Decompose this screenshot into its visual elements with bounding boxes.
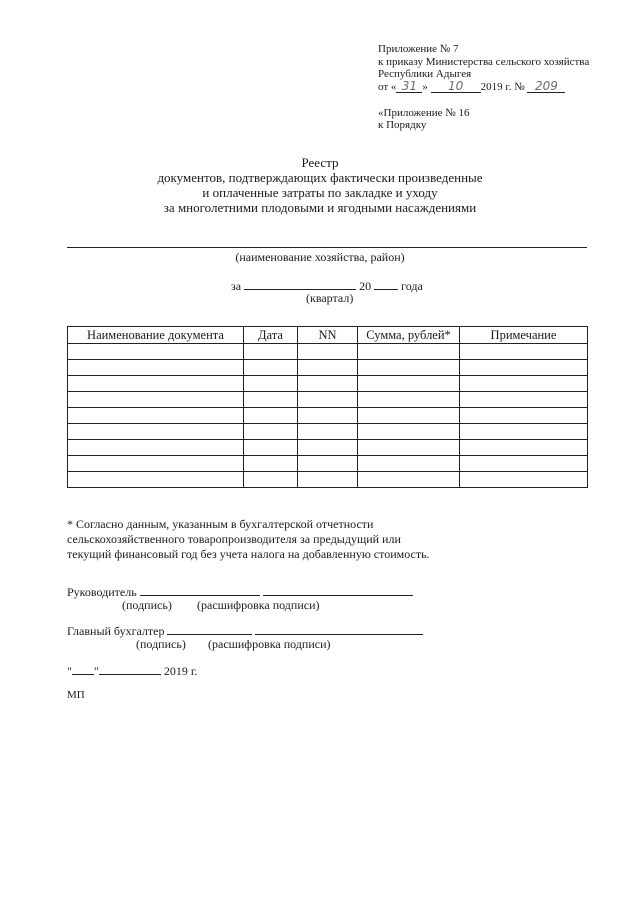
title-line-3: и оплаченные затраты по закладке и уходу bbox=[202, 185, 438, 200]
page-title: Реестр bbox=[301, 155, 339, 170]
table-row bbox=[68, 408, 588, 424]
table-row bbox=[68, 392, 588, 408]
accountant-decode-field bbox=[255, 623, 423, 635]
appendix-16-procedure: к Порядку bbox=[378, 119, 427, 131]
table-cell bbox=[460, 360, 588, 376]
table-row bbox=[68, 376, 588, 392]
table-cell bbox=[68, 424, 244, 440]
table-cell bbox=[68, 392, 244, 408]
table-cell bbox=[358, 424, 460, 440]
table-cell bbox=[358, 440, 460, 456]
table-cell bbox=[460, 344, 588, 360]
table-cell bbox=[358, 376, 460, 392]
column-header-amount: Сумма, рублей* bbox=[358, 327, 460, 344]
head-decode-field bbox=[263, 584, 413, 596]
table-cell bbox=[358, 360, 460, 376]
table-cell bbox=[68, 376, 244, 392]
table-cell bbox=[358, 456, 460, 472]
table-cell bbox=[298, 472, 358, 488]
date-month-field bbox=[99, 663, 161, 675]
table-cell bbox=[298, 344, 358, 360]
footnote-line-1: * Согласно данным, указанным в бухгалтерской отчетности bbox=[67, 517, 374, 531]
table-cell bbox=[358, 408, 460, 424]
date-mid: » bbox=[422, 81, 428, 93]
table-row bbox=[68, 424, 588, 440]
date-year: 2019 г. № bbox=[480, 81, 525, 93]
table-cell bbox=[68, 344, 244, 360]
table-cell bbox=[298, 424, 358, 440]
table-cell bbox=[460, 392, 588, 408]
accountant-label: Главный бухгалтер bbox=[67, 624, 165, 638]
accountant-signature-field bbox=[167, 623, 252, 635]
date-open-quote: " bbox=[67, 664, 72, 678]
table-cell bbox=[244, 344, 298, 360]
signature-date-line bbox=[67, 663, 197, 678]
table-row bbox=[68, 360, 588, 376]
footnote-line-3: текущий финансовый год без учета налога на добавленную стоимость. bbox=[67, 547, 430, 561]
column-header-number: NN bbox=[298, 327, 358, 344]
table-cell bbox=[358, 472, 460, 488]
year-field bbox=[374, 278, 398, 290]
farm-name-line bbox=[67, 247, 587, 248]
table-cell bbox=[68, 360, 244, 376]
head-label: Руководитель bbox=[67, 585, 137, 599]
period-mid: 20 bbox=[359, 279, 372, 293]
table-cell bbox=[244, 472, 298, 488]
table-cell bbox=[244, 456, 298, 472]
table-cell bbox=[460, 376, 588, 392]
order-reference: к приказу Министерства сельского хозяйства bbox=[378, 56, 590, 68]
table-cell bbox=[460, 456, 588, 472]
stamp-place: МП bbox=[67, 689, 85, 701]
table-cell bbox=[298, 360, 358, 376]
column-header-document: Наименование документа bbox=[68, 327, 244, 344]
table-cell bbox=[298, 456, 358, 472]
table-cell bbox=[244, 360, 298, 376]
head-decode-caption: (расшифровка подписи) bbox=[197, 598, 320, 612]
table-cell bbox=[244, 424, 298, 440]
table-header-row bbox=[68, 327, 588, 344]
date-month: 10 bbox=[431, 80, 481, 93]
appendix-number: Приложение № 7 bbox=[378, 43, 459, 55]
table-cell bbox=[358, 392, 460, 408]
date-close-quote: " bbox=[93, 664, 99, 678]
date-day-field bbox=[72, 663, 94, 675]
table-cell bbox=[298, 408, 358, 424]
table-cell bbox=[68, 408, 244, 424]
table-cell bbox=[460, 472, 588, 488]
table-cell bbox=[298, 440, 358, 456]
table-cell bbox=[244, 376, 298, 392]
date-prefix: от « bbox=[378, 81, 397, 93]
accountant-signature-line bbox=[67, 623, 423, 638]
register-table bbox=[67, 326, 588, 488]
farm-name-caption: (наименование хозяйства, район) bbox=[235, 250, 405, 264]
table-cell bbox=[298, 376, 358, 392]
column-header-date: Дата bbox=[244, 327, 298, 344]
table-cell bbox=[244, 440, 298, 456]
accountant-decode-caption: (расшифровка подписи) bbox=[208, 637, 331, 651]
table-cell bbox=[298, 392, 358, 408]
signature-date-year: 2019 г. bbox=[163, 664, 198, 678]
head-signature-field bbox=[140, 584, 260, 596]
table-cell bbox=[68, 440, 244, 456]
footnote-line-2: сельскохозяйственного товаропроизводителя за предыдущий или bbox=[67, 532, 401, 546]
period-suffix: года bbox=[401, 279, 423, 293]
table-row bbox=[68, 456, 588, 472]
column-header-note: Примечание bbox=[460, 327, 588, 344]
accountant-signature-caption: (подпись) bbox=[136, 637, 186, 651]
order-date-line bbox=[378, 80, 565, 93]
table-row bbox=[68, 440, 588, 456]
appendix-16: «Приложение № 16 bbox=[378, 107, 470, 119]
table-body bbox=[68, 344, 588, 488]
table-cell bbox=[68, 456, 244, 472]
table-cell bbox=[68, 472, 244, 488]
head-signature-caption: (подпись) bbox=[122, 598, 172, 612]
date-day: 31 bbox=[396, 80, 422, 93]
table-cell bbox=[460, 440, 588, 456]
table-row bbox=[68, 472, 588, 488]
table-row bbox=[68, 344, 588, 360]
quarter-field bbox=[244, 278, 356, 290]
head-signature-line bbox=[67, 584, 413, 599]
period-prefix: за bbox=[231, 279, 242, 293]
order-number: 209 bbox=[527, 80, 565, 93]
title-line-4: за многолетними плодовыми и ягодными насаждениями bbox=[163, 200, 477, 215]
order-reference-republic: Республики Адыгея bbox=[378, 68, 472, 80]
title-line-2: документов, подтверждающих фактически произведенные bbox=[157, 170, 483, 185]
table-cell bbox=[244, 408, 298, 424]
table-cell bbox=[358, 344, 460, 360]
table-cell bbox=[460, 408, 588, 424]
table-cell bbox=[244, 392, 298, 408]
table-cell bbox=[460, 424, 588, 440]
quarter-caption: (квартал) bbox=[306, 291, 354, 305]
